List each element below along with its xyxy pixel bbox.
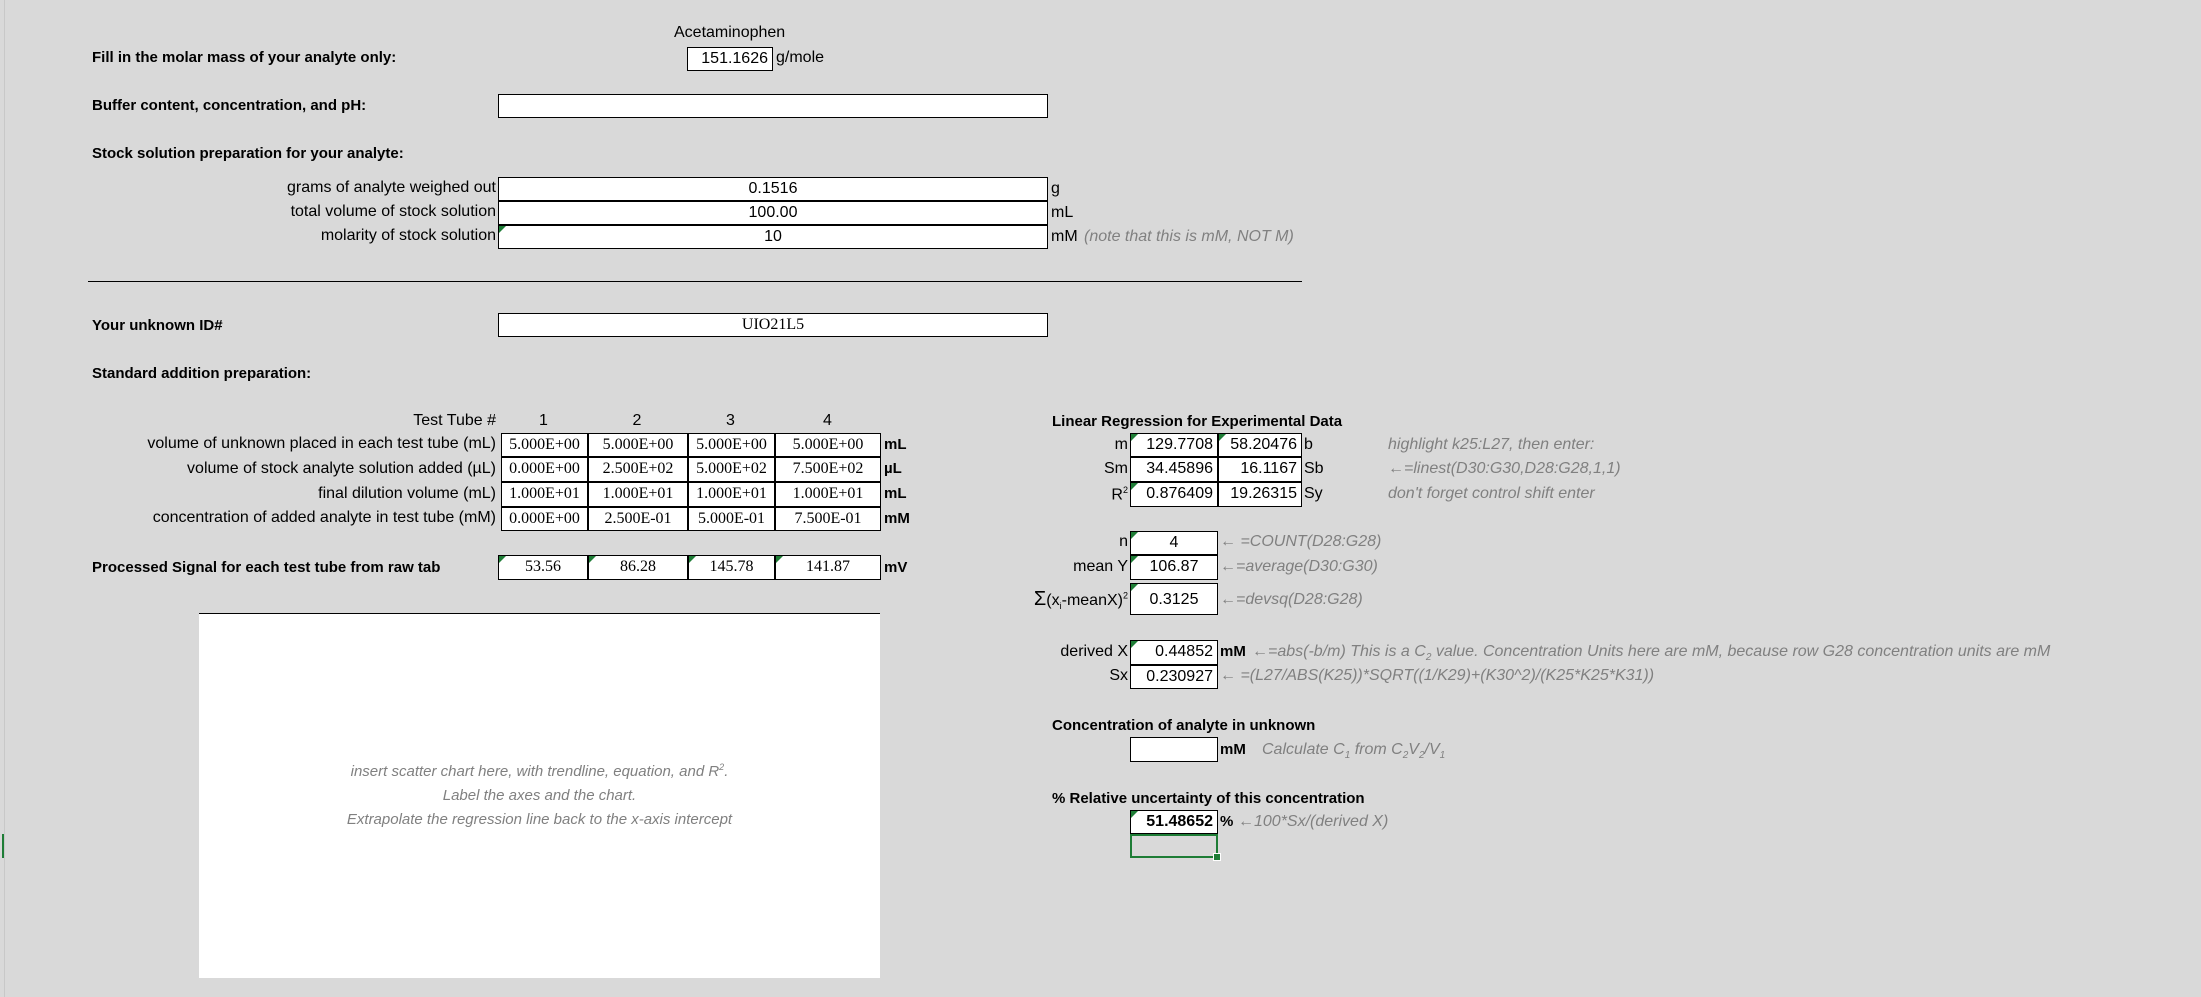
molar-mass-cell[interactable]: 151.1626 [687, 47, 773, 71]
molar-mass-label: Fill in the molar mass of your analyte only: [92, 49, 397, 66]
chart-instruction-line2: Label the axes and the chart. [442, 787, 637, 804]
stock-molarity-note: (note that this is mM, NOT M) [1084, 228, 1294, 245]
stock-molarity-unit: mM [1051, 228, 1078, 245]
table-cell[interactable]: 2.500E+02 [588, 457, 688, 482]
test-tube-label: Test Tube # [413, 412, 496, 429]
table-cell[interactable]: 5.000E+00 [775, 433, 881, 457]
unknown-id-cell[interactable]: UIO21L5 [498, 313, 1048, 337]
stock-molarity-label: molarity of stock solution [320, 227, 496, 244]
table-cell[interactable]: 1.000E+01 [775, 482, 881, 507]
b-label: b [1304, 436, 1313, 453]
devsq-formula: ←=devsq(D28:G28) [1220, 591, 1363, 608]
stock-volume-label: total volume of stock solution [290, 203, 496, 220]
molar-mass-unit: g/mole [776, 49, 825, 66]
buffer-label: Buffer content, concentration, and pH: [92, 97, 367, 114]
fill-handle[interactable] [1213, 853, 1221, 861]
sx-label: Sx [1109, 667, 1128, 684]
tube-number: 1 [539, 412, 548, 429]
row-unit: mL [884, 436, 907, 453]
table-cell[interactable]: 1.000E+01 [588, 482, 688, 507]
table-cell[interactable]: 5.000E-01 [688, 507, 775, 531]
r2-label: $R^2$ [1111, 485, 1128, 504]
sx-cell[interactable]: 0.230927 [1130, 665, 1218, 689]
stock-volume-unit: mL [1051, 204, 1074, 221]
sm-label: Sm [1104, 460, 1128, 477]
concentration-note: Calculate $C_1$ from $C_2V_2/V_1$ [1262, 741, 1446, 762]
linest-hint-2: ←=linest(D30:G30,D28:G28,1,1) [1388, 460, 1621, 477]
row-unit: µL [884, 460, 902, 477]
analyte-name: Acetaminophen [674, 24, 786, 41]
m-label: m [1114, 436, 1128, 453]
table-cell[interactable]: 2.500E-01 [588, 507, 688, 531]
signal-cell[interactable]: 53.56 [498, 555, 588, 580]
chart-instruction-line1: insert scatter chart here, with trendline, equation, and $R^2$. [350, 762, 729, 780]
table-cell[interactable]: 1.000E+01 [688, 482, 775, 507]
sb-label: Sb [1304, 460, 1324, 477]
stock-heading: Stock solution preparation for your analyte: [92, 145, 404, 162]
tube-number: 4 [823, 412, 832, 429]
dilution-volume-label: final dilution volume (mL) [318, 485, 496, 502]
sb-cell[interactable]: 16.1167 [1218, 457, 1302, 482]
uncertainty-unit: % [1220, 813, 1234, 830]
uncertainty-heading: % Relative uncertainty of this concentration [1052, 790, 1365, 807]
signal-cell[interactable]: 145.78 [688, 555, 775, 580]
stock-added-label: volume of stock analyte solution added (µL) [187, 460, 496, 477]
stock-molarity-cell[interactable]: 10 [498, 225, 1048, 249]
active-cell-selection[interactable] [1130, 834, 1218, 858]
sy-cell[interactable]: 19.26315 [1218, 482, 1302, 507]
table-cell[interactable]: 7.500E-01 [775, 507, 881, 531]
sx-formula: ← =(L27/ABS(K25))*SQRT((1/K29)+(K30^2)/(K25*K25*K31)) [1220, 667, 1655, 684]
chart-instruction-line3: Extrapolate the regression line back to the x-axis intercept [346, 811, 733, 828]
stock-grams-label: grams of analyte weighed out [286, 179, 496, 196]
n-label: n [1119, 533, 1128, 550]
n-formula: ← =COUNT(D28:G28) [1220, 533, 1382, 550]
stock-volume-cell[interactable]: 100.00 [498, 201, 1048, 225]
tube-number: 3 [726, 412, 735, 429]
m-cell[interactable]: 129.7708 [1130, 433, 1218, 457]
sy-label: Sy [1304, 485, 1323, 502]
standard-addition-heading: Standard addition preparation: [92, 365, 312, 382]
b-cell[interactable]: 58.20476 [1218, 433, 1302, 457]
tube-number: 2 [632, 412, 642, 429]
table-cell[interactable]: 5.000E+00 [588, 433, 688, 457]
linest-hint-1: highlight k25:L27, then enter: [1388, 436, 1595, 453]
table-cell[interactable]: 5.000E+00 [501, 433, 588, 457]
derivedx-note: ←=abs(-b/m) This is a $C_2$ value. Concentration Units here are mM, because row G28 concentration units are mM [1252, 643, 2051, 664]
regression-heading: Linear Regression for Experimental Data [1052, 413, 1343, 430]
meany-cell[interactable]: 106.87 [1130, 555, 1218, 580]
row-unit: mM [884, 510, 910, 527]
unknown-volume-label: volume of unknown placed in each test tube (mL) [147, 435, 496, 452]
buffer-cell[interactable] [498, 94, 1048, 118]
table-cell[interactable]: 0.000E+00 [501, 507, 588, 531]
stock-grams-cell[interactable]: 0.1516 [498, 177, 1048, 201]
meany-formula: ←=average(D30:G30) [1220, 558, 1378, 575]
table-cell[interactable]: 7.500E+02 [775, 457, 881, 482]
table-cell[interactable]: 0.000E+00 [501, 457, 588, 482]
section-divider [88, 281, 1302, 282]
table-cell[interactable]: 1.000E+01 [501, 482, 588, 507]
table-cell[interactable]: 5.000E+02 [688, 457, 775, 482]
chart-placeholder[interactable] [199, 613, 880, 978]
r2-cell[interactable]: 0.876409 [1130, 482, 1218, 507]
added-concentration-label: concentration of added analyte in test tube (mM) [152, 509, 496, 526]
concentration-unit: mM [1220, 741, 1246, 758]
uncertainty-cell[interactable]: 51.48652 [1130, 810, 1218, 834]
linest-hint-3: don't forget control shift enter [1388, 485, 1595, 502]
row-unit: mL [884, 485, 907, 502]
devsq-label: $\Sigma(x_i-meanX)^2$ [1033, 588, 1128, 612]
selection-marker [2, 834, 4, 858]
n-cell[interactable]: 4 [1130, 531, 1218, 555]
signal-cell[interactable]: 141.87 [775, 555, 881, 580]
unknown-id-label: Your unknown ID# [92, 317, 223, 334]
stock-grams-unit: g [1051, 180, 1060, 197]
sm-cell[interactable]: 34.45896 [1130, 457, 1218, 482]
signal-label: Processed Signal for each test tube from raw tab [92, 559, 441, 576]
uncertainty-formula: ←100*Sx/(derived X) [1238, 813, 1389, 830]
derivedx-label: derived X [1060, 643, 1128, 660]
meany-label: mean Y [1073, 558, 1128, 575]
concentration-cell[interactable] [1130, 737, 1218, 762]
signal-unit: mV [884, 559, 908, 576]
table-cell[interactable]: 5.000E+00 [688, 433, 775, 457]
devsq-cell[interactable]: 0.3125 [1130, 583, 1218, 615]
signal-cell[interactable]: 86.28 [588, 555, 688, 580]
derivedx-cell[interactable]: 0.44852 [1130, 640, 1218, 665]
derivedx-unit: mM [1220, 643, 1246, 660]
concentration-heading: Concentration of analyte in unknown [1052, 717, 1316, 734]
